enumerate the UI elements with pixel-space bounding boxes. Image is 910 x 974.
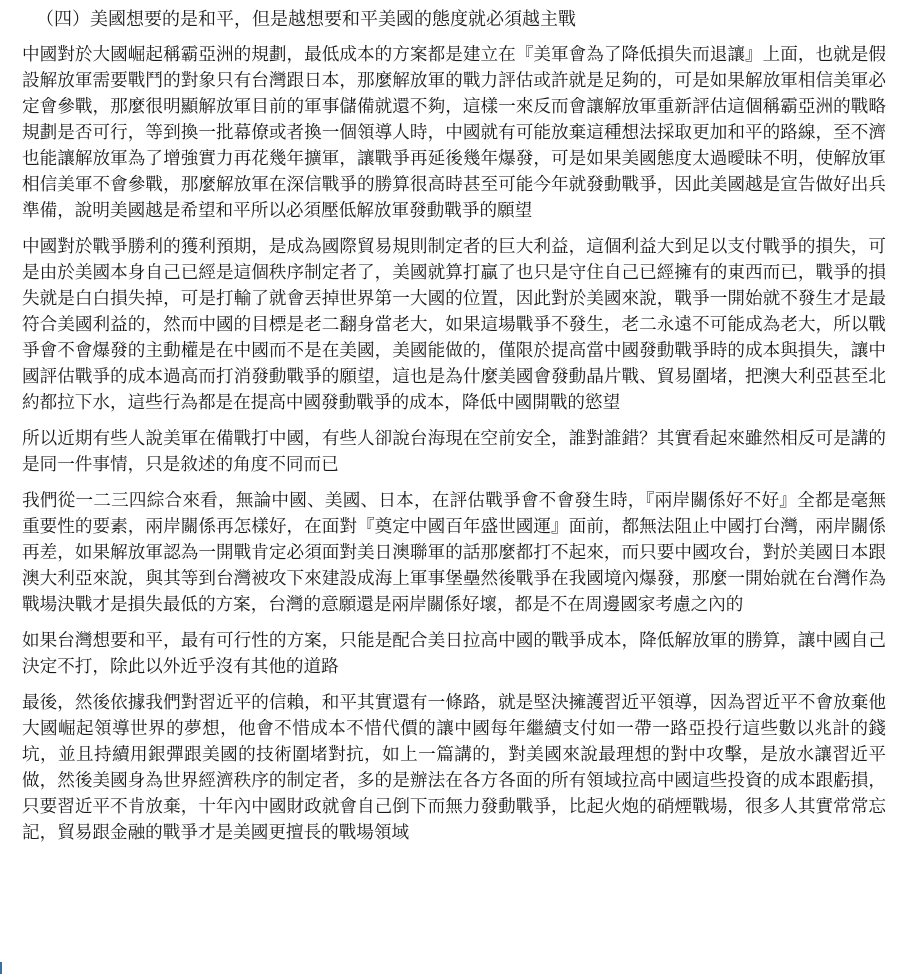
paragraph-1: 中國對於大國崛起稱霸亞洲的規劃，最低成本的方案都是建立在『美軍會為了降低損失而退讓』上面，也就是假設解放軍需要戰鬥的對象只有台灣跟日本，那麼解放軍的戰力評估或許就是足夠的，可是如果解放軍相信美軍必定會參戰，那麼很明顯解放軍目前的軍事儲備就還不夠，這樣一來反而會讓解放軍重新評估這個稱霸亞洲的戰略規劃是否可行，等到換一批幕僚或者換一個領導人時，中國就有可能放棄這種想法採取更加和平的路線，至不濟也能讓解放軍為了增強實力再花幾年擴軍，讓戰爭再延後幾年爆發，可是如果美國態度太過曖昧不明，使解放軍相信美軍不會參戰，那麼解放軍在深信戰爭的勝算很高時甚至可能今年就發動戰爭，因此美國越是宣告做好出兵準備，說明美國越是希望和平所以必須壓低解放軍發動戰爭的願望 bbox=[22, 45, 886, 221]
paragraph-2: 中國對於戰爭勝利的獲利預期，是成為國際貿易規則制定者的巨大利益，這個利益大到足以支付戰爭的損失，可是由於美國本身自己已經是這個秩序制定者了，美國就算打贏了也只是守住自己已經擁有的東西而已，戰爭的損失就是白白損失掉，可是打輸了就會丟掉世界第一大國的位置，因此對於美國來說，戰爭一開始就不發生才是最符合美國利益的，然而中國的目標是老二翻身當老大，如果這場戰爭不發生，老二永遠不可能成為老大，所以戰爭會不會爆發的主動權是在中國而不是在美國，美國能做的，僅限於提高當中國發動戰爭時的成本與損失，讓中國評估戰爭的成本過高而打消發動戰爭的願望，這也是為什麼美國會發動晶片戰、貿易圍堵，把澳大利亞甚至北約都拉下水，這些行為都是在提高中國發動戰爭的成本，降低中國開戰的慾望 bbox=[22, 237, 886, 413]
paragraph-3: 所以近期有些人說美軍在備戰打中國，有些人卻說台海現在空前安全，誰對誰錯？其實看起來雖然相反可是講的是同一件事情，只是敘述的角度不同而已 bbox=[22, 429, 886, 475]
paragraph-5: 如果台灣想要和平，最有可行性的方案，只能是配合美日拉高中國的戰爭成本，降低解放軍的勝算，讓中國自己決定不打，除此以外近乎沒有其他的道路 bbox=[22, 631, 886, 677]
section-heading: （四）美國想要的是和平，但是越想要和平美國的態度就必須越主戰 bbox=[36, 9, 576, 30]
text-cursor-marker bbox=[0, 962, 2, 974]
paragraph-6: 最後，然後依據我們對習近平的信賴，和平其實還有一條路，就是堅決擁護習近平領導，因為習近平不會放棄他大國崛起領導世界的夢想，他會不惜成本不惜代價的讓中國每年繼續支付如一帶一路亞投行這些數以兆計的錢坑，並且持續用銀彈跟美國的技術圍堵對抗，如上一篇講的，對美國來說最理想的對中攻擊，是放水讓習近平做，然後美國身為世界經濟秩序的制定者，多的是辦法在各方各面的所有領域拉高中國這些投資的成本跟虧損，只要習近平不肯放棄，十年內中國財政就會自己倒下而無力發動戰爭，比起火炮的硝煙戰場，很多人其實常常忘記，貿易跟金融的戰爭才是美國更擅長的戰場領域 bbox=[22, 693, 886, 843]
paragraph-4: 我們從一二三四綜合來看，無論中國、美國、日本，在評估戰爭會不會發生時，『兩岸關係好不好』全都是毫無重要性的要素，兩岸關係再怎樣好，在面對『奠定中國百年盛世國運』面前，都無法阻止中國打台灣，兩岸關係再差，如果解放軍認為一開戰肯定必須面對美日澳聯軍的話那麼都打不起來，而只要中國攻台，對於美國日本跟澳大利亞來說，與其等到台灣被攻下來建設成海上軍事堡壘然後戰爭在我國境內爆發，那麼一開始就在台灣作為戰場決戰才是損失最低的方案，台灣的意願還是兩岸關係好壞，都是不在周邊國家考慮之內的 bbox=[22, 491, 886, 615]
